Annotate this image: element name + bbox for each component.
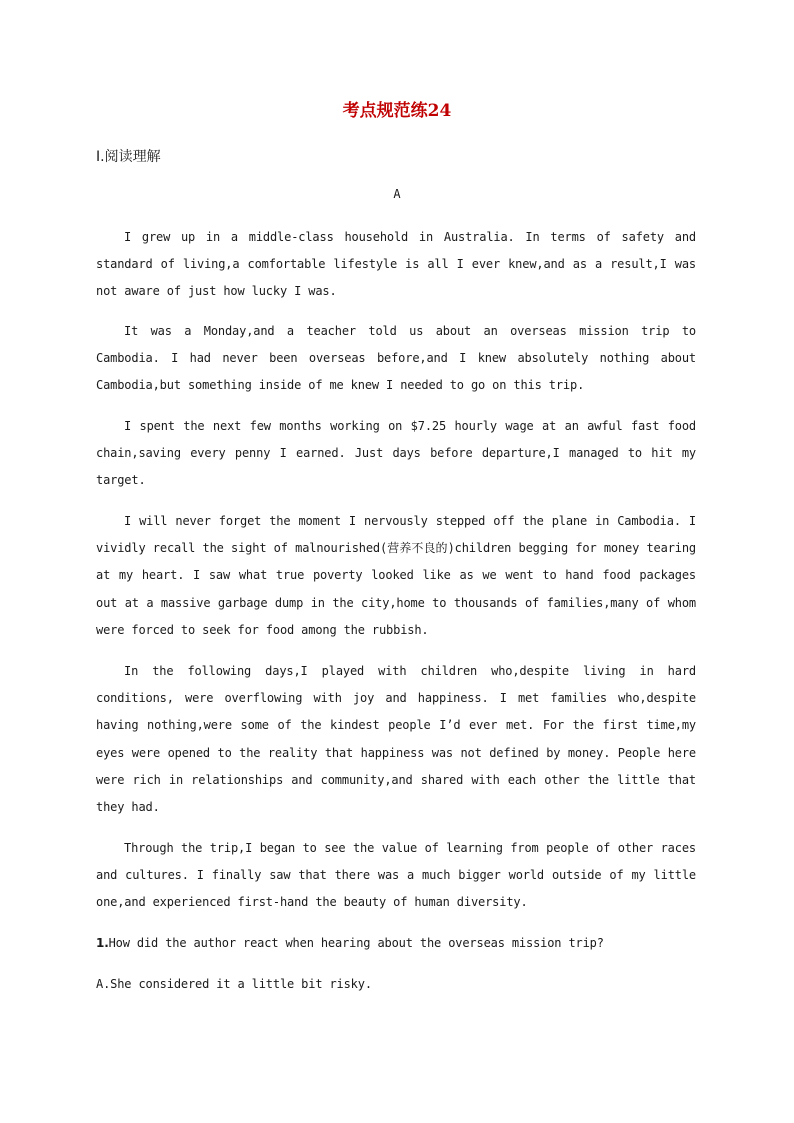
paragraph-1: I grew up in a middle-class household in Australia. In terms of safety and standard of living,a comfortable lifestyle is all I ever knew,and as a result,I was not aware of just how lucky I was.	[96, 230, 696, 299]
passage-label: A	[393, 187, 401, 201]
paragraph-4: I will never forget the moment I nervously stepped off the plane in Cambodia. I vividly recall the sight of malnourished(营养不良的)children begging for money tearing at my heart. I saw what true poverty looked like as we went to hand food packages out at a massive garbage dump in the city,home to thousands of families,many of whom were forced to seek for food among the rubbish.	[96, 514, 696, 637]
question-number: 1.	[96, 936, 109, 950]
paragraph-5: In the following days,I played with children who,despite living in hard conditions, were overflowing with joy and happiness. I met families who,despite having nothing,were some of the kindest people I’d ever met. For the first time,my eyes were opened to the reality that happiness was not defined by money. People here were rich in relationships and community,and shared with each other the little that they had.	[96, 664, 696, 815]
option-a: A.She considered it a little bit risky.	[96, 977, 372, 991]
paragraph-2: It was a Monday,and a teacher told us about an overseas mission trip to Cambodia. I had never been overseas before,and I knew absolutely nothing about Cambodia,but something inside of me knew I needed to go on this trip.	[96, 324, 696, 393]
question-1	[96, 933, 696, 953]
page-title: 考点规范练24	[342, 101, 452, 121]
section-heading: Ⅰ.阅读理解	[96, 149, 161, 165]
paragraph-3: I spent the next few months working on $7.25 hourly wage at an awful fast food chain,saving every penny I earned. Just days before departure,I managed to hit my target.	[96, 419, 696, 488]
question-text: How did the author react when hearing about the overseas mission trip?	[108, 936, 604, 950]
paragraph-6: Through the trip,I began to see the value of learning from people of other races and cultures. I finally saw that there was a much bigger world outside of my little one,and experienced first-hand the beauty of human diversity.	[96, 841, 696, 910]
